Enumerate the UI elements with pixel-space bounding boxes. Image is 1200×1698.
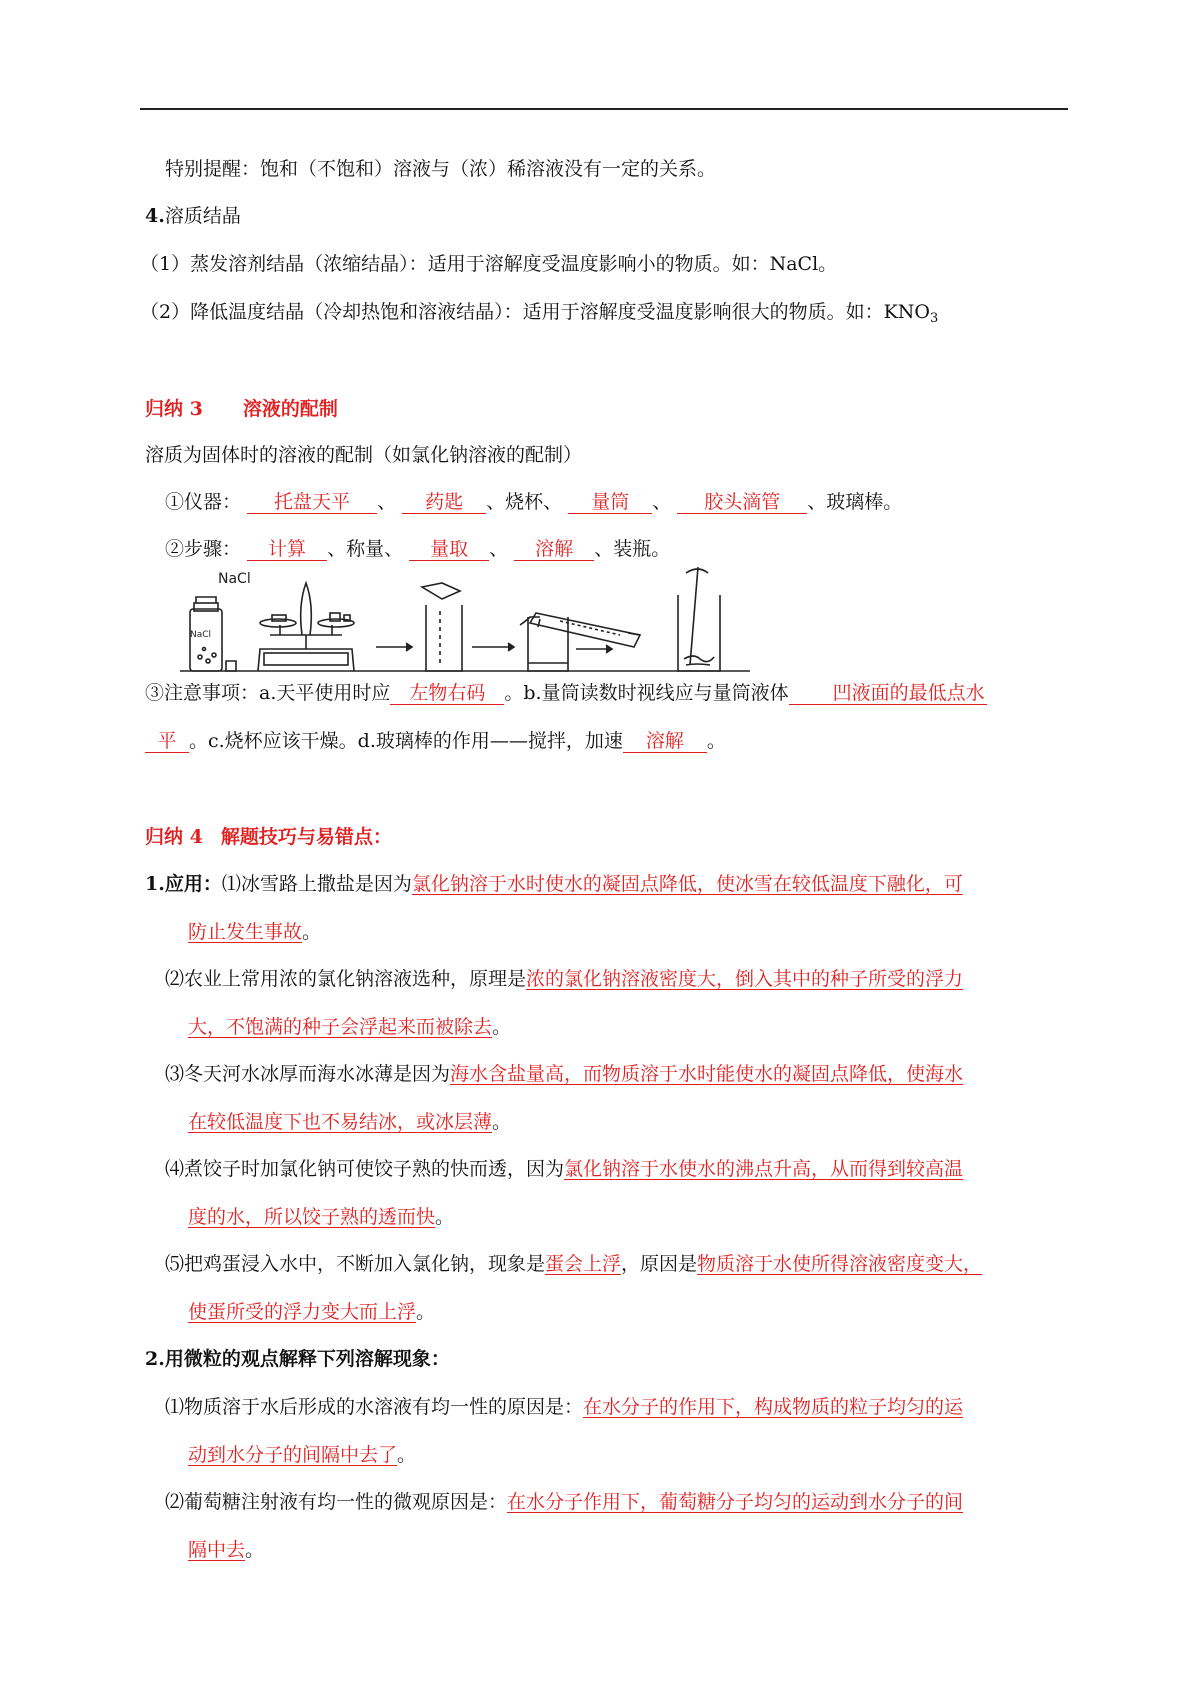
micro-2-line-1	[165, 1490, 963, 1514]
steps-label: ②步骤：	[165, 538, 242, 560]
application-4-line-1	[165, 1157, 963, 1181]
beaker-with-paper-icon	[422, 583, 462, 671]
application-2-answer-1: 浓的氯化钠溶液密度大，倒入其中的种子所受的浮力	[526, 968, 964, 990]
note-b-answer-2: 平	[145, 730, 189, 753]
micro-1-answer-1: 在水分子的作用下，构成物质的粒子均匀的运	[583, 1396, 964, 1418]
application-5-question-1: ⑸把鸡蛋浸入水中，不断加入氯化钠，现象是	[165, 1253, 546, 1275]
section-4-heading	[145, 204, 241, 228]
period: 。	[397, 1444, 417, 1466]
instruments-beaker: 烧杯、	[505, 491, 563, 513]
period: 。	[492, 1111, 512, 1133]
application-3-line-1	[165, 1062, 963, 1086]
nacl-bottle-label: NaCl	[190, 630, 212, 640]
application-2-answer-2: 大，不饱满的种子会浮起来而被除去	[188, 1016, 493, 1038]
note-c-answer: 溶解	[623, 730, 707, 753]
period: 。	[435, 1206, 455, 1228]
summary-3-heading	[145, 397, 338, 421]
step-measure-answer: 量取	[409, 538, 489, 561]
period: 。	[492, 1016, 512, 1038]
application-3-answer-1: 海水含盐量高，而物质溶于水时能使水的凝固点降低，使海水	[450, 1063, 964, 1085]
micro-2-answer-2: 隔中去	[188, 1539, 246, 1561]
micro-1-answer-2: 动到水分子的间隔中去了	[188, 1444, 398, 1466]
application-2-line-2	[188, 1015, 511, 1039]
crystallization-item-2	[140, 300, 938, 331]
application-5-line-1	[165, 1252, 982, 1276]
application-3-question: ⑶冬天河水冰厚而海水冰薄是因为	[165, 1063, 451, 1085]
micro-explanation-heading: 2.用微粒的观点解释下列溶解现象：	[145, 1348, 450, 1370]
application-4-answer-1: 氯化钠溶于水使水的沸点升高，从而得到较高温	[564, 1158, 964, 1180]
summary-3-title: 溶液的配制	[242, 398, 338, 420]
instrument-cylinder-answer: 量筒	[568, 491, 652, 514]
application-2-question: ⑵农业上常用浓的氯化钠溶液选种，原理是	[165, 968, 527, 990]
header-rule	[140, 108, 1068, 110]
application-5-answer-2: 使蛋所受的浮力变大而上浮	[188, 1301, 417, 1323]
summary-4-heading	[145, 825, 392, 849]
note-a-text: ③注意事项：a.天平使用时应	[145, 682, 391, 704]
note-b-text: 。b.量筒读数时视线应与量筒液体	[504, 682, 789, 704]
micro-1-line-2	[188, 1443, 416, 1467]
instruments-end: 、玻璃棒。	[807, 491, 903, 513]
steps-end: 、装瓶。	[594, 538, 671, 560]
instruments-label: ①仪器：	[165, 491, 242, 513]
beaker-pouring-icon	[520, 613, 640, 671]
application-4-line-2	[188, 1205, 454, 1229]
application-1-line-2	[188, 920, 321, 944]
section-4-number: 4.	[145, 205, 165, 227]
application-5-question-2: ，原因是	[621, 1253, 698, 1275]
summary-3-label: 归纳 3	[145, 398, 203, 420]
notes-line-2	[145, 729, 726, 753]
beaker-stirring-icon	[678, 567, 720, 671]
application-1-answer-2: 防止发生事故	[188, 921, 303, 943]
micro-1-question: ⑴物质溶于水后形成的水溶液有均一性的原因是：	[165, 1396, 584, 1418]
separator: 、	[489, 538, 509, 560]
separator: 、	[377, 491, 397, 513]
application-2-line-1	[165, 967, 963, 991]
application-label: 1.应用：	[145, 873, 222, 895]
step-dissolve-answer: 溶解	[514, 538, 594, 561]
solution-prep-diagram	[180, 565, 750, 677]
period: 。	[302, 921, 322, 943]
instrument-spoon-answer: 药匙	[402, 491, 486, 514]
application-1-answer-1: 氯化钠溶于水时使水的凝固点降低，使冰雪在较低温度下融化，可	[411, 873, 963, 895]
summary-4-title: 解题技巧与易错点：	[220, 826, 392, 848]
crystallization-item-1: （1）蒸发溶剂结晶（浓缩结晶）：适用于溶解度受温度影响小的物质。如：NaCl。	[140, 253, 838, 275]
solution-prep-intro: 溶质为固体时的溶液的配制（如氯化钠溶液的配制）	[145, 444, 583, 466]
separator: 、	[486, 491, 506, 513]
balance-icon	[258, 583, 354, 671]
period: 。	[245, 1539, 265, 1561]
application-4-answer-2: 度的水，所以饺子熟的透而快	[188, 1206, 436, 1228]
steps-line	[165, 537, 670, 561]
application-3-line-2	[188, 1110, 511, 1134]
micro-2-answer-1: 在水分子作用下，葡萄糖分子均匀的运动到水分子的间	[507, 1491, 964, 1513]
note-c-text: 。c.烧杯应该干燥。d.玻璃棒的作用——搅拌，加速	[189, 730, 623, 752]
instrument-balance-answer: 托盘天平	[247, 491, 377, 514]
application-1-question: ⑴冰雪路上撒盐是因为	[221, 873, 412, 895]
application-1-line-1	[145, 872, 963, 896]
note-a-answer: 左物右码	[390, 682, 504, 705]
notes-line-1	[145, 681, 987, 705]
note-end: 。	[706, 730, 726, 752]
micro-2-question: ⑵葡萄糖注射液有均一性的微观原因是：	[165, 1491, 508, 1513]
summary-4-label: 归纳 4	[145, 826, 203, 848]
subscript-3: 3	[930, 311, 939, 326]
steps-weigh: 、称量、	[327, 538, 404, 560]
instrument-dropper-answer: 胶头滴管	[677, 491, 807, 514]
micro-1-line-1	[165, 1395, 963, 1419]
separator: 、	[652, 491, 672, 513]
tip-text: 特别提醒：饱和（不饱和）溶液与（浓）稀溶液没有一定的关系。	[165, 158, 717, 180]
application-5-answer-1: 物质溶于水使所得溶液密度变大，	[697, 1253, 983, 1275]
section-4-title: 溶质结晶	[164, 205, 241, 227]
note-b-answer-1: 凹液面的最低点水	[789, 682, 987, 705]
crystallization-item-2-text: （2）降低温度结晶（冷却热饱和溶液结晶）：适用于溶解度受温度影响很大的物质。如：KNO	[140, 301, 930, 323]
micro-2-line-2	[188, 1538, 264, 1562]
application-3-answer-2: 在较低温度下也不易结冰，或冰层薄	[188, 1111, 493, 1133]
application-5-line-2	[188, 1300, 435, 1324]
period: 。	[416, 1301, 436, 1323]
application-4-question: ⑷煮饺子时加氯化钠可使饺子熟的快而透，因为	[165, 1158, 565, 1180]
nacl-diagram-label: NaCl	[218, 571, 251, 587]
instruments-line	[165, 490, 902, 514]
application-5-phenomenon: 蛋会上浮	[545, 1253, 622, 1275]
step-calc-answer: 计算	[247, 538, 327, 561]
